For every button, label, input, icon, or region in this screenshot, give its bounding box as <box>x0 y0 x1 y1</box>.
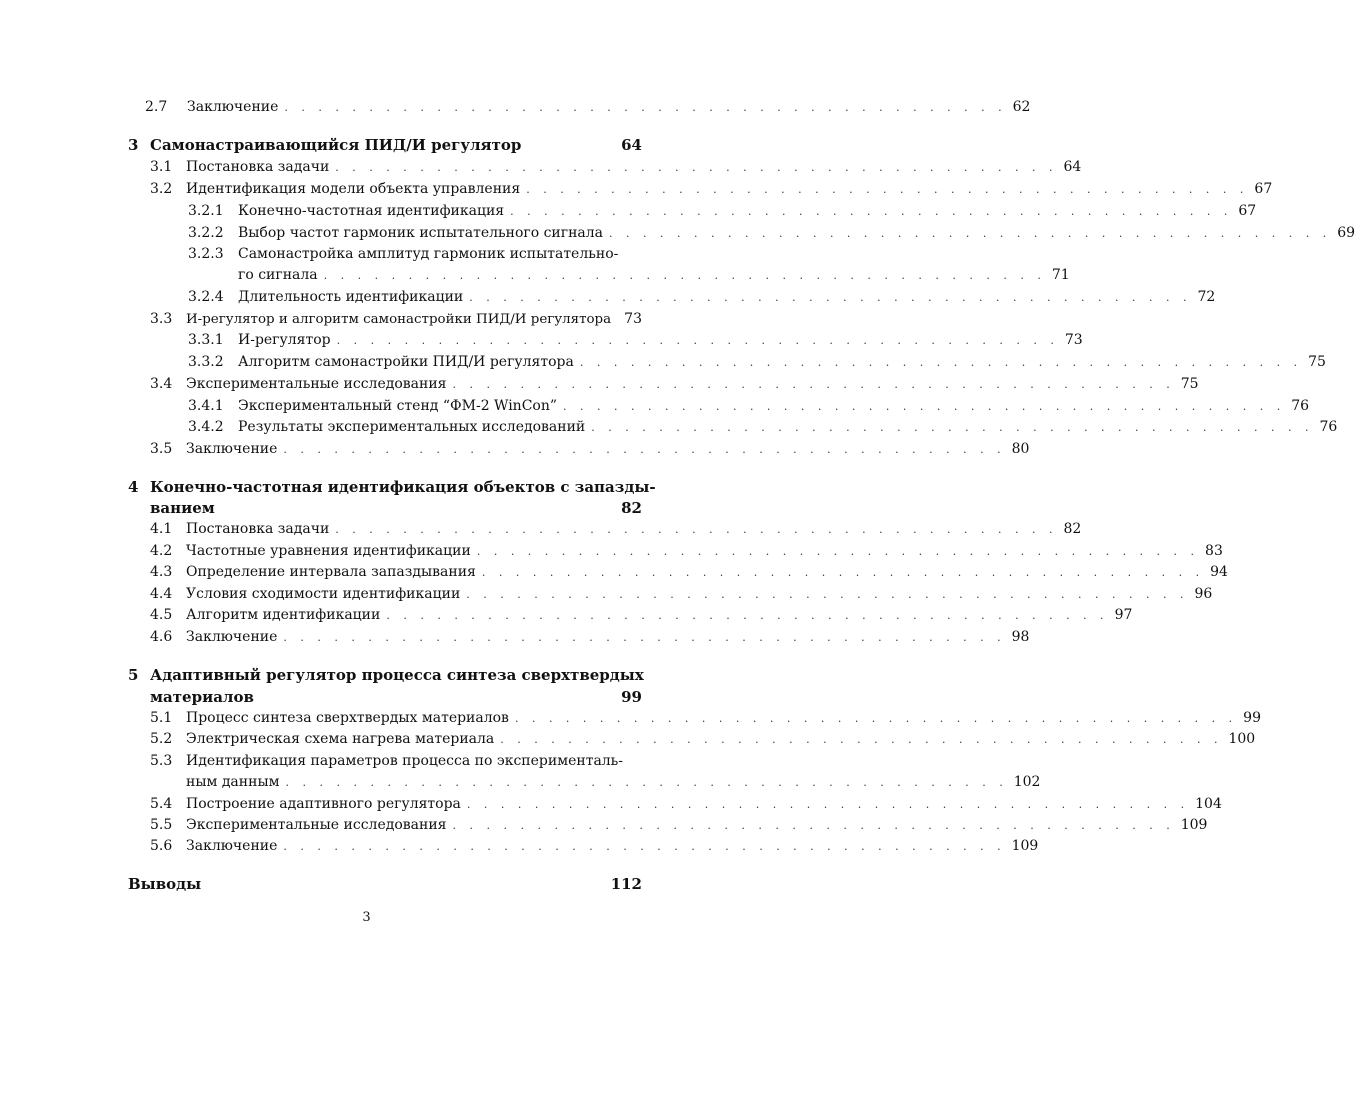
toc-dot-leader: . . . . . . . . . . . . . . . . . . . . . . . . . . . . . . . . . . . . . . . . . . . <box>283 840 1006 853</box>
toc-entry-3-2-4 <box>188 287 1216 307</box>
toc-section-title: Экспериментальные исследования <box>186 376 447 392</box>
toc-page-ref: 109 <box>1011 838 1039 854</box>
toc-section-number: 3.2.4 <box>188 289 224 305</box>
toc-chapter-number: 4 <box>128 478 139 496</box>
toc-chapter-4-cont <box>150 498 642 518</box>
toc-entry-5-3 <box>150 751 642 771</box>
toc-section-number: 5.5 <box>150 817 173 833</box>
toc-entry-3-3-2 <box>188 352 1326 372</box>
toc-section-title: Условия сходимости идентификации <box>186 586 461 602</box>
toc-section-title: Построение адаптивного регулятора <box>186 796 461 812</box>
toc-entry-4-1 <box>150 519 1082 539</box>
toc-entry-3-1 <box>150 157 1082 177</box>
toc-section-number: 3.2.3 <box>188 246 224 262</box>
toc-entry-3-2-3-cont <box>238 265 1070 285</box>
toc-page-ref: 100 <box>1228 731 1256 747</box>
toc-section-number: 3.3.1 <box>188 332 224 348</box>
toc-section-number: 4.3 <box>150 564 173 580</box>
toc-entry-3-3 <box>150 309 642 329</box>
toc-section-title: Частотные уравнения идентификации <box>186 543 471 559</box>
toc-dot-leader: . . . . . . . . . . . . . . . . . . . . . . . . . . . . . . . . . . . . . . . . . . . <box>476 545 1200 558</box>
toc-dot-leader: . . . . . . . . . . . . . . . . . . . . . . . . . . . . . . . . . . . . . . . . . . . <box>514 712 1238 725</box>
toc-dot-leader: . . . . . . . . . . . . . . . . . . . . . . . . . . . . . . . . . . . . . . . . . . . <box>284 101 1007 114</box>
toc-entry-3-2-2 <box>188 223 1355 243</box>
toc-section-number: 3.3 <box>150 311 173 327</box>
toc-section-title: Постановка задачи <box>186 159 330 175</box>
toc-entry-3-3-1 <box>188 330 1083 350</box>
toc-section-number: 4.2 <box>150 543 173 559</box>
toc-dot-leader: . . . . . . . . . . . . . . . . . . . . . . . . . . . . . . . . . . . . . . . . . . . <box>579 356 1303 369</box>
toc-page-ref: 64 <box>1063 159 1082 175</box>
toc-chapter-3 <box>128 135 642 155</box>
toc-page-ref: 75 <box>1180 376 1199 392</box>
toc-dot-leader: . . . . . . . . . . . . . . . . . . . . . . . . . . . . . . . . . . . . . . . . . . . <box>452 819 1175 832</box>
toc-entry-3-4-2 <box>188 417 1338 437</box>
toc-section-title: Заключение <box>186 838 278 854</box>
toc-chapter-title: ванием <box>150 499 215 517</box>
toc-entry-4-4 <box>150 584 1213 604</box>
toc-page-ref: 67 <box>1254 181 1273 197</box>
toc-chapter-title: Выводы <box>128 875 202 893</box>
toc-entry-4-3 <box>150 562 1228 582</box>
toc-section-number: 3.4.2 <box>188 419 224 435</box>
toc-page-ref: 73 <box>624 311 642 327</box>
toc-page-ref: 76 <box>1319 419 1338 435</box>
toc-dot-leader: . . . . . . . . . . . . . . . . . . . . . . . . . . . . . . . . . . . . . . . . . . . <box>285 776 1008 789</box>
toc-entry-5-6 <box>150 836 1039 856</box>
toc-page-ref: 94 <box>1210 564 1228 580</box>
toc-page-ref: 62 <box>1012 99 1031 115</box>
toc-section-number: 3.2 <box>150 181 173 197</box>
toc-section-number: 4.5 <box>150 607 173 623</box>
toc-entry-5-5 <box>150 815 1208 835</box>
toc-entry-3-5 <box>150 439 1030 459</box>
toc-dot-leader: . . . . . . . . . . . . . . . . . . . . . . . . . . . . . . . . . . . . . . . . . . . <box>591 421 1314 434</box>
toc-section-number: 4.6 <box>150 629 173 645</box>
toc-entry-3-4 <box>150 374 1199 394</box>
toc-dot-leader: . . . . . . . . . . . . . . . . . . . . . . . . . . . . . . . . . . . . . . . . . . . <box>452 378 1175 391</box>
toc-chapter-4 <box>128 477 656 497</box>
toc-section-title: Длительность идентификации <box>238 289 464 305</box>
toc-dot-leader: . . . . . . . . . . . . . . . . . . . . . . . . . . . . . . . . . . . . . . . . . . . <box>481 566 1205 579</box>
toc-chapter-number: 5 <box>128 666 139 684</box>
toc-section-number: 3.4 <box>150 376 173 392</box>
toc-entry-4-2 <box>150 541 1223 561</box>
toc-section-title: Алгоритм идентификации <box>186 607 381 623</box>
toc-chapter-5-cont <box>150 687 642 707</box>
toc-section-title: Электрическая схема нагрева материала <box>186 731 495 747</box>
toc-section-title: Конечно-частотная идентификация <box>238 203 505 219</box>
toc-entry-5-3-cont <box>186 772 1041 792</box>
toc-entry-5-4 <box>150 794 1222 814</box>
toc-section-title: Заключение <box>186 629 278 645</box>
toc-section-number: 5.1 <box>150 710 173 726</box>
toc-page-ref: 82 <box>621 499 642 517</box>
toc-section-number: 3.5 <box>150 441 173 457</box>
toc-entry-4-5 <box>150 605 1133 625</box>
toc-section-title: ным данным <box>186 774 280 790</box>
toc-page-ref: 71 <box>1051 267 1070 283</box>
toc-conclusions <box>128 874 642 894</box>
toc-page-ref: 104 <box>1195 796 1222 812</box>
toc-page-ref: 75 <box>1308 354 1326 370</box>
toc-page-ref: 76 <box>1291 398 1310 414</box>
toc-entry-5-1 <box>150 708 1261 728</box>
toc-entry-3-2-1 <box>188 201 1257 221</box>
toc-entry-5-2 <box>150 729 1256 749</box>
toc-page-ref: 69 <box>1337 225 1355 241</box>
toc-page-ref: 97 <box>1114 607 1133 623</box>
toc-entry-4-6 <box>150 627 1030 647</box>
toc-dot-leader: . . . . . . . . . . . . . . . . . . . . . . . . . . . . . . . . . . . . . . . . . . . <box>469 291 1192 304</box>
toc-section-title: И-регулятор и алгоритм самонастройки ПИД/И регулятора <box>186 312 612 327</box>
toc-chapter-title: Самонастраивающийся ПИД/И регулятор <box>150 136 522 154</box>
toc-entry-2-7 <box>145 97 1031 117</box>
toc-section-number: 5.3 <box>150 753 173 769</box>
toc-section-title: Заключение <box>187 99 279 115</box>
toc-section-number: 4.1 <box>150 521 173 537</box>
toc-section-title: Постановка задачи <box>186 521 330 537</box>
toc-section-title: Экспериментальный стенд “ФМ-2 WinCon” <box>238 398 558 414</box>
toc-section-number: 3.4.1 <box>188 398 224 414</box>
toc-chapter-title: Адаптивный регулятор процесса синтеза сверхтвердых <box>150 666 644 684</box>
toc-dot-leader: . . . . . . . . . . . . . . . . . . . . . . . . . . . . . . . . . . . . . . . . . . . <box>283 631 1006 644</box>
toc-section-number: 2.7 <box>145 99 168 115</box>
toc-entry-3-2-3 <box>188 244 642 264</box>
toc-page-ref: 96 <box>1194 586 1213 602</box>
toc-page-ref: 112 <box>610 875 642 893</box>
toc-section-title: Выбор частот гармоник испытательного сигнала <box>238 225 604 241</box>
toc-section-number: 5.4 <box>150 796 173 812</box>
toc-entry-3-4-1 <box>188 396 1310 416</box>
toc-page-ref: 67 <box>1238 203 1257 219</box>
toc-section-title: И-регулятор <box>238 332 331 348</box>
toc-dot-leader: . . . . . . . . . . . . . . . . . . . . . . . . . . . . . . . . . . . . . . . . . . . <box>335 523 1058 536</box>
toc-page-ref: 83 <box>1205 543 1223 559</box>
toc-page-ref: 98 <box>1011 629 1030 645</box>
toc-section-title: Процесс синтеза сверхтвердых материалов <box>186 710 509 726</box>
toc-section-title: Самонастройка амплитуд гармоник испытательно- <box>238 246 619 262</box>
toc-chapter-title: Конечно-частотная идентификация объектов с запазды- <box>150 478 656 496</box>
toc-page-ref: 109 <box>1180 817 1208 833</box>
toc-dot-leader: . . . . . . . . . . . . . . . . . . . . . . . . . . . . . . . . . . . . . . . . . . . <box>466 588 1189 601</box>
toc-section-number: 4.4 <box>150 586 173 602</box>
toc-chapter-number: 3 <box>128 136 139 154</box>
toc-section-title: Результаты экспериментальных исследований <box>238 419 586 435</box>
toc-page-ref: 102 <box>1013 774 1041 790</box>
toc-chapter-title: материалов <box>150 688 254 706</box>
toc-section-title: Идентификация параметров процесса по эксперименталь- <box>186 753 624 769</box>
toc-page-ref: 64 <box>621 136 642 154</box>
toc-dot-leader: . . . . . . . . . . . . . . . . . . . . . . . . . . . . . . . . . . . . . . . . . . . <box>386 609 1109 622</box>
toc-dot-leader: . . . . . . . . . . . . . . . . . . . . . . . . . . . . . . . . . . . . . . . . . . . <box>609 227 1332 240</box>
toc-dot-leader: . . . . . . . . . . . . . . . . . . . . . . . . . . . . . . . . . . . . . . . . . . . <box>336 334 1059 347</box>
toc-dot-leader: . . . . . . . . . . . . . . . . . . . . . . . . . . . . . . . . . . . . . . . . . . . <box>466 798 1190 811</box>
toc-section-number: 5.6 <box>150 838 173 854</box>
toc-dot-leader: . . . . . . . . . . . . . . . . . . . . . . . . . . . . . . . . . . . . . . . . . . . <box>526 183 1249 196</box>
toc-section-title: го сигнала <box>238 267 318 283</box>
toc-section-title: Экспериментальные исследования <box>186 817 447 833</box>
toc-page-ref: 99 <box>1243 710 1261 726</box>
toc-dot-leader: . . . . . . . . . . . . . . . . . . . . . . . . . . . . . . . . . . . . . . . . . . . <box>323 269 1046 282</box>
toc-section-number: 3.2.1 <box>188 203 224 219</box>
toc-section-title: Определение интервала запаздывания <box>186 564 476 580</box>
toc-dot-leader: . . . . . . . . . . . . . . . . . . . . . . . . . . . . . . . . . . . . . . . . . . . <box>500 733 1223 746</box>
toc-chapter-5 <box>128 665 642 685</box>
toc-dot-leader: . . . . . . . . . . . . . . . . . . . . . . . . . . . . . . . . . . . . . . . . . . . <box>563 400 1286 413</box>
toc-section-title: Заключение <box>186 441 278 457</box>
toc-dot-leader: . . . . . . . . . . . . . . . . . . . . . . . . . . . . . . . . . . . . . . . . . . . <box>510 205 1233 218</box>
toc-dot-leader: . . . . . . . . . . . . . . . . . . . . . . . . . . . . . . . . . . . . . . . . . . . <box>335 161 1058 174</box>
toc-entry-3-2 <box>150 179 1273 199</box>
page-number: 3 <box>362 910 371 925</box>
toc-page-ref: 99 <box>621 688 642 706</box>
toc-section-number: 5.2 <box>150 731 173 747</box>
toc-page-ref: 82 <box>1063 521 1082 537</box>
toc-page-ref: 72 <box>1197 289 1216 305</box>
toc-section-number: 3.2.2 <box>188 225 224 241</box>
toc-section-title: Идентификация модели объекта управления <box>186 181 521 197</box>
toc-section-number: 3.1 <box>150 159 173 175</box>
toc-section-title: Алгоритм самонастройки ПИД/И регулятора <box>238 354 574 370</box>
toc-section-number: 3.3.2 <box>188 354 224 370</box>
toc-page-ref: 73 <box>1064 332 1083 348</box>
toc-page-ref: 80 <box>1011 441 1030 457</box>
toc-dot-leader: . . . . . . . . . . . . . . . . . . . . . . . . . . . . . . . . . . . . . . . . . . . <box>283 443 1006 456</box>
